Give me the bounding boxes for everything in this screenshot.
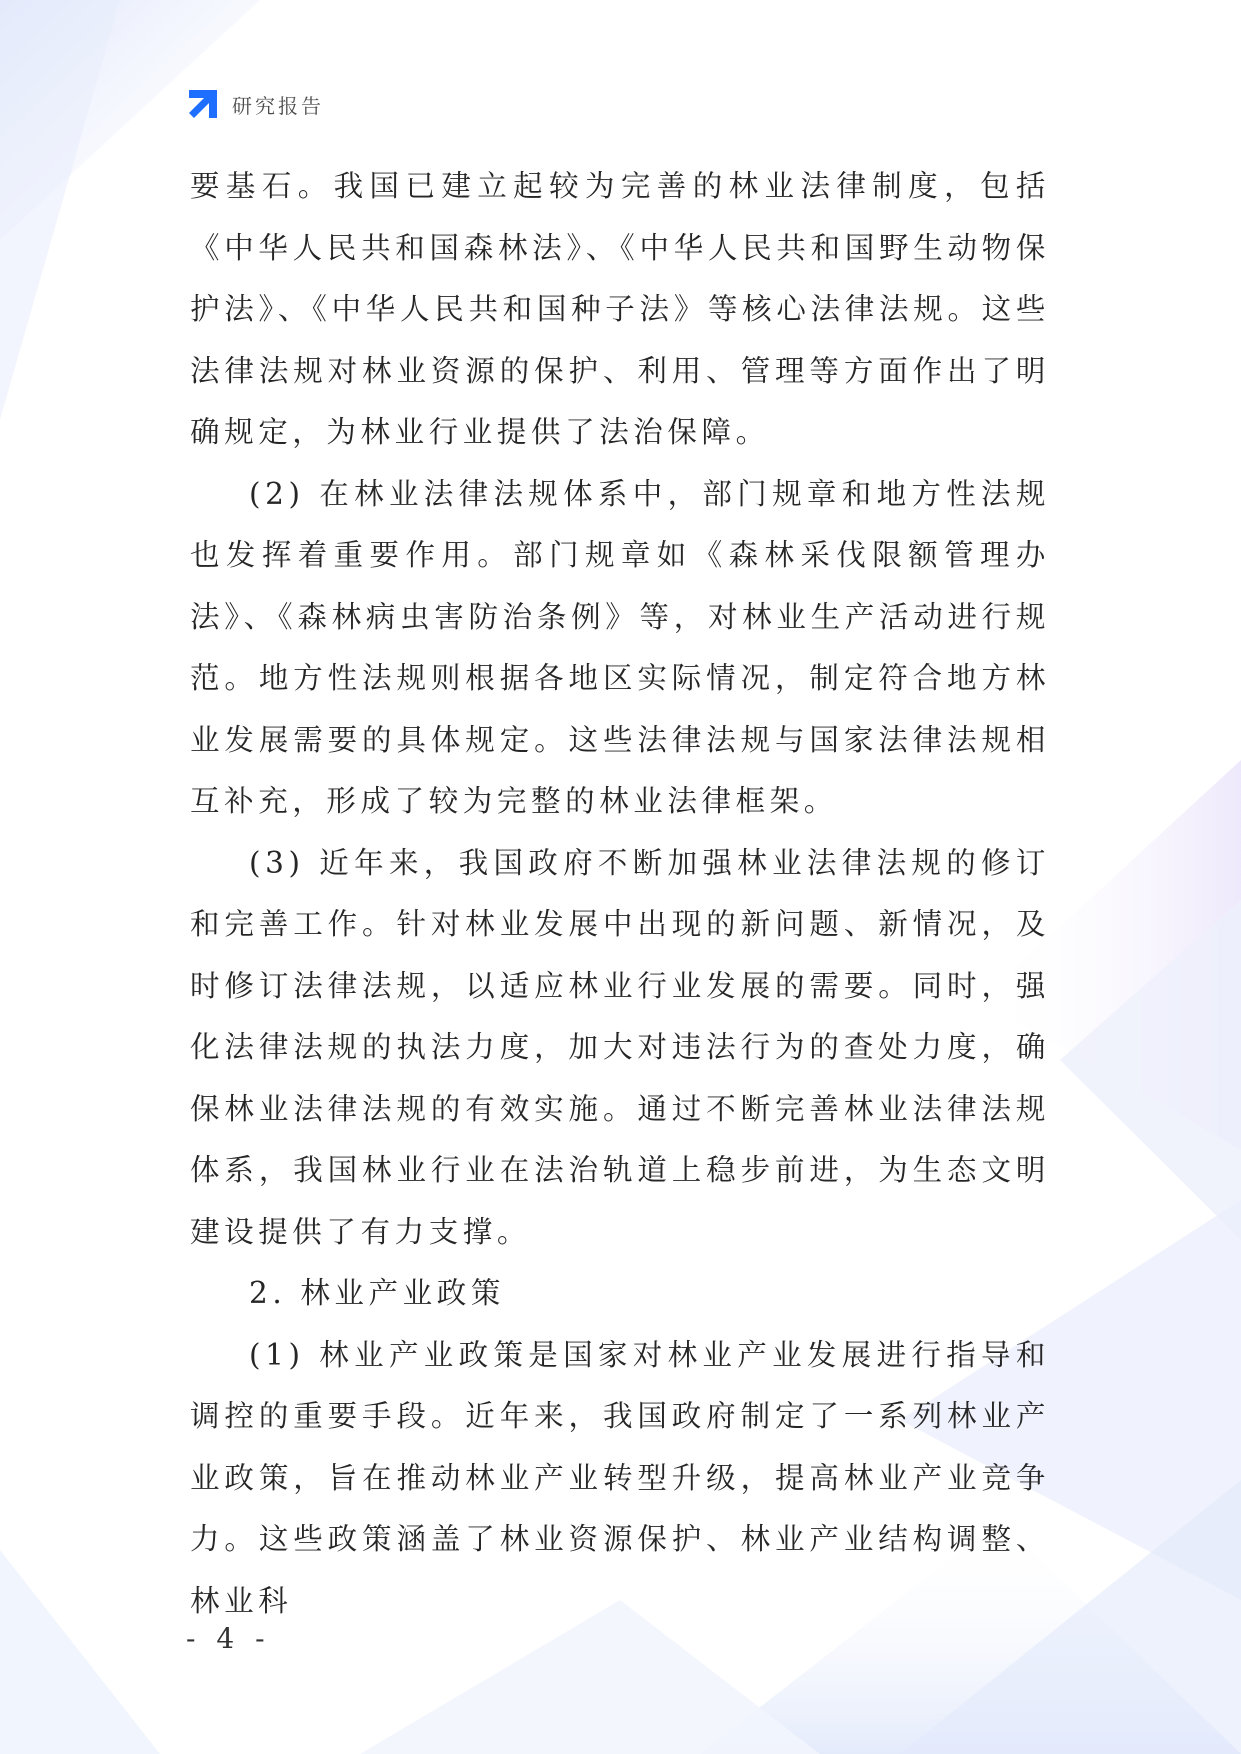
paragraph: (3) 近年来，我国政府不断加强林业法律法规的修订和完善工作。针对林业发展中出现的新问题、新情况，及时修订法律法规，以适应林业行业发展的需要。同时，强化法律法规的执法力度，加大对违法行为的查处力度，确保林业法律法规的有效实施。通过不断完善林业法律法规体系，我国林业行业在法治轨道上稳步前进，为生态文明建设提供了有力支撑。 bbox=[190, 845, 1050, 1249]
paragraph: (1) 林业产业政策是国家对林业产业发展进行指导和调控的重要手段。近年来，我国政府制定了一系列林业产业政策，旨在推动林业产业转型升级，提高林业产业竞争力。这些政策涵盖了林业资源保护、林业产业结构调整、林业科 bbox=[190, 1337, 1050, 1618]
report-header bbox=[186, 86, 324, 122]
section-heading: 2. 林业产业政策 bbox=[249, 1276, 505, 1310]
document-body bbox=[190, 156, 1050, 1632]
paragraph: (2) 在林业法律法规体系中，部门规章和地方性法规也发挥着重要作用。部门规章如《森林采伐限额管理办法》、《森林病虫害防治条例》等，对林业生产活动进行规范。地方性法规则根据各地区实际情况，制定符合地方林业发展需要的具体规定。这些法律法规与国家法律法规相互补充，形成了较为完整的林业法律框架。 bbox=[190, 476, 1050, 818]
arrow-up-right-icon bbox=[186, 87, 220, 121]
paragraph: 要基石。我国已建立起较为完善的林业法律制度，包括《中华人民共和国森林法》、《中华人民共和国野生动物保护法》、《中华人民共和国种子法》等核心法律法规。这些法律法规对林业资源的保护、利用、管理等方面作出了明确规定，为林业行业提供了法治保障。 bbox=[190, 169, 1050, 449]
page-number: - 4 - bbox=[186, 1622, 271, 1655]
header-title: 研究报告 bbox=[232, 93, 324, 118]
